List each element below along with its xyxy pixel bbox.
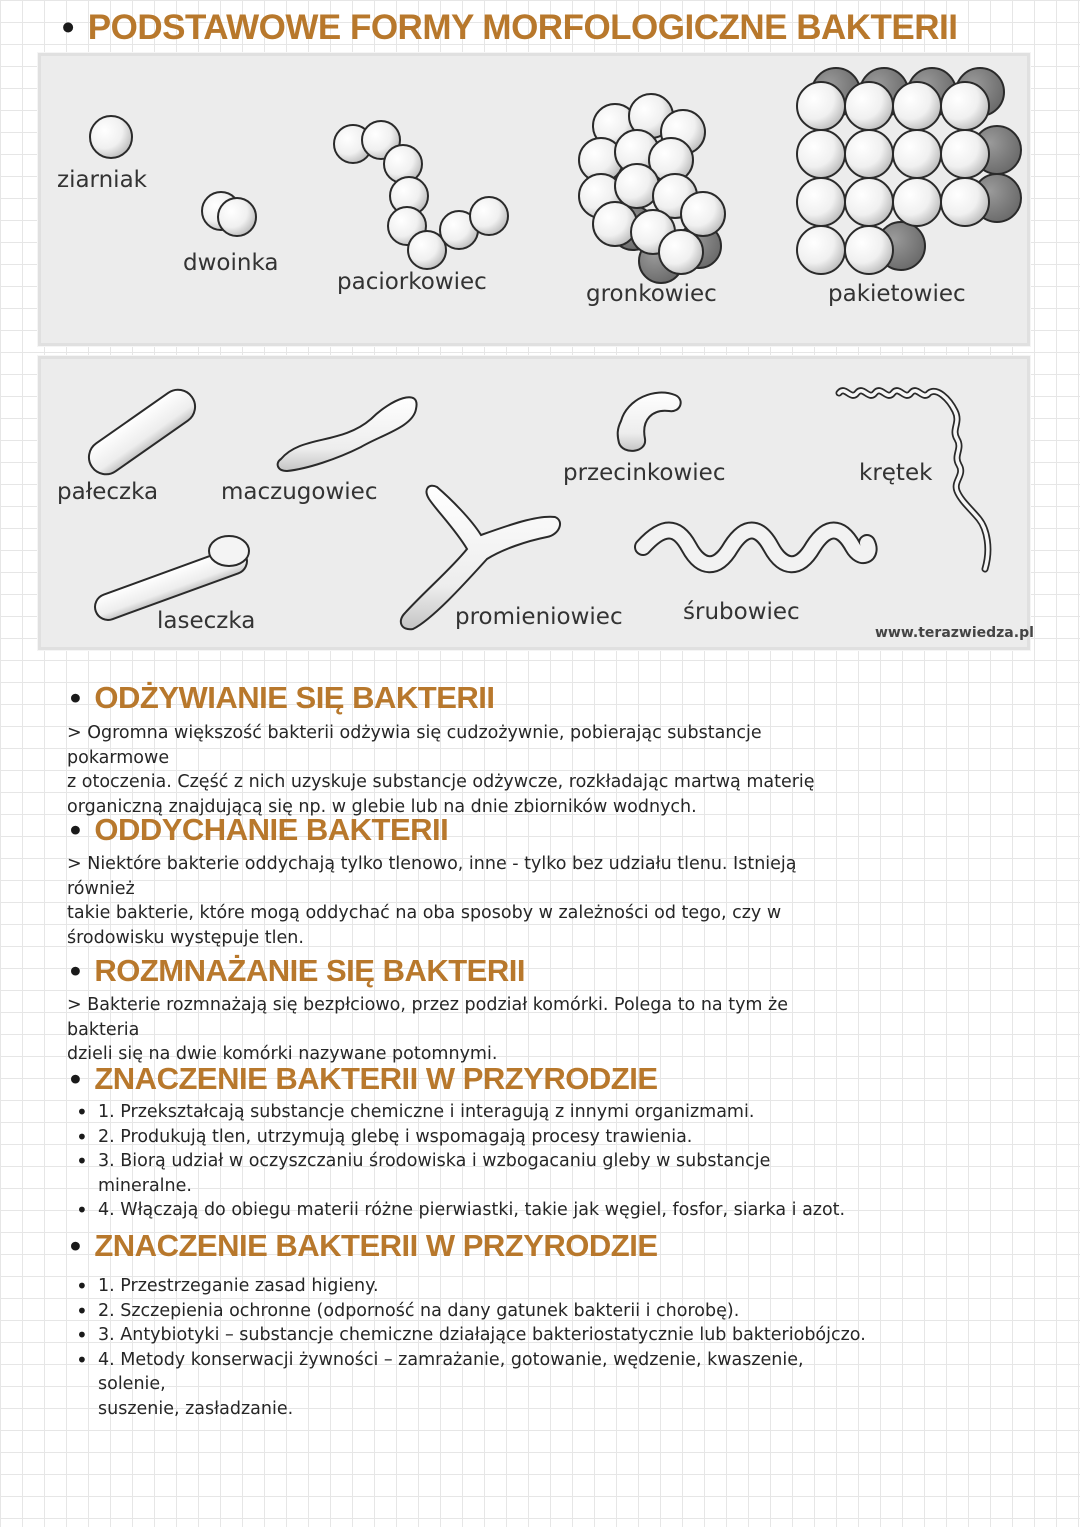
text-line: > Niektóre bakterie oddychają tylko tlenowo, inne - tylko bez udziału tlenu. Istnieją również bbox=[67, 854, 797, 899]
prevention-list bbox=[76, 1274, 866, 1421]
heading-bullet: • bbox=[70, 680, 81, 715]
label-kretek: krętek bbox=[859, 460, 933, 486]
list-item: • 4. Włączają do obiegu materii różne pierwiastki, takie jak węgiel, fosfor, siarka i azot. bbox=[76, 1198, 866, 1223]
page-title-text: PODSTAWOWE FORMY MORFOLOGICZNE BAKTERII bbox=[87, 8, 958, 47]
text-line: środowisku występuje tlen. bbox=[67, 927, 304, 948]
bacilli-illustration-panel bbox=[38, 356, 1034, 650]
section-title-prevention bbox=[70, 1228, 658, 1264]
label-ziarniak: ziarniak bbox=[57, 167, 147, 193]
label-dwoinka: dwoinka bbox=[183, 250, 279, 276]
label-paciorkowiec: paciorkowiec bbox=[337, 269, 487, 295]
label-laseczka: laseczka bbox=[157, 608, 256, 634]
text-line: dzieli się na dwie komórki nazywane potomnymi. bbox=[67, 1044, 498, 1064]
heading-bullet: • bbox=[70, 812, 81, 847]
sarcina-packet bbox=[797, 68, 1021, 274]
list-item: • 2. Produkują tlen, utrzymują glebę i wspomagają procesy trawienia. bbox=[76, 1125, 866, 1150]
label-srubowiec: śrubowiec bbox=[683, 599, 800, 625]
section-title-reproduction-text: ROZMNAŻANIE SIĘ BAKTERII bbox=[94, 953, 525, 988]
label-maczugowiec: maczugowiec bbox=[221, 479, 378, 505]
page-title bbox=[62, 8, 958, 48]
endospore bbox=[209, 536, 249, 566]
streptococcus-cell bbox=[470, 197, 508, 235]
club-shaped-cell bbox=[278, 397, 417, 471]
heading-bullet: • bbox=[62, 8, 74, 47]
text-line: z otoczenia. Część z nich uzyskuje substancje odżywcze, rozkładając martwą materię bbox=[67, 772, 815, 792]
section-title-importance-text: ZNACZENIE BAKTERII W PRZYRODZIE bbox=[94, 1061, 658, 1096]
coccus-cell bbox=[90, 116, 132, 158]
comma-shaped-cell bbox=[618, 393, 681, 451]
label-promieniowiec: promieniowiec bbox=[455, 604, 623, 630]
diplococcus-cell bbox=[218, 198, 256, 236]
list-item: • 1. Przekształcają substancje chemiczne i interagują z innymi organizmami. bbox=[76, 1100, 866, 1125]
heading-bullet: • bbox=[70, 1061, 81, 1096]
text-line: takie bakterie, które mogą oddychać na oba sposoby w zależności od tego, czy w bbox=[67, 903, 782, 923]
list-item: • 2. Szczepienia ochronne (odporność na dany gatunek bakterii i chorobę). bbox=[76, 1299, 866, 1324]
list-item: • 1. Przestrzeganie zasad higieny. bbox=[76, 1274, 866, 1299]
section-title-respiration-text: ODDYCHANIE BAKTERII bbox=[94, 812, 449, 847]
section-title-prevention-text: ZNACZENIE BAKTERII W PRZYRODZIE bbox=[94, 1228, 658, 1263]
label-przecinkowiec: przecinkowiec bbox=[563, 460, 726, 486]
section-title-importance bbox=[70, 1061, 658, 1097]
list-item: • 3. Biorą udział w oczyszczaniu środowiska i wzbogacaniu gleby w substancje mineralne. bbox=[76, 1149, 866, 1198]
source-watermark: www.terazwiedza.pl bbox=[875, 625, 1034, 641]
respiration-paragraph bbox=[67, 852, 857, 950]
cocci-illustration-panel bbox=[38, 53, 1030, 346]
text-line: > Bakterie rozmnażają się bezpłciowo, przez podział komórki. Polega to na tym że bakteria bbox=[67, 995, 788, 1040]
heading-bullet: • bbox=[70, 1228, 81, 1263]
section-title-nutrition-text: ODŻYWIANIE SIĘ BAKTERII bbox=[94, 680, 495, 715]
importance-list bbox=[76, 1100, 866, 1223]
label-paleczka: pałeczka bbox=[57, 479, 159, 505]
label-pakietowiec: pakietowiec bbox=[828, 281, 966, 307]
staphylococcus-cluster bbox=[579, 94, 725, 283]
reproduction-paragraph bbox=[67, 993, 857, 1067]
section-title-reproduction bbox=[70, 953, 525, 989]
bacillus-rod bbox=[82, 383, 201, 481]
text-line: organiczną znajdującą się np. w glebie lub na dnie zbiorników wodnych. bbox=[67, 796, 697, 817]
label-gronkowiec: gronkowiec bbox=[586, 281, 717, 307]
heading-bullet: • bbox=[70, 953, 81, 988]
list-item: • 3. Antybiotyki – substancje chemiczne działające bakteriostatycznie lub bakteriobójczo. bbox=[76, 1323, 866, 1348]
text-line: > Ogromna większość bakterii odżywia się cudzożywnie, pobierając substancje pokarmowe bbox=[67, 723, 762, 768]
section-title-respiration bbox=[70, 812, 448, 848]
nutrition-paragraph bbox=[67, 721, 857, 819]
section-title-nutrition bbox=[70, 680, 495, 716]
list-item: • 4. Metody konserwacji żywności – zamrażanie, gotowanie, wędzenie, kwaszenie, solenie, suszenie, zasładzanie. bbox=[76, 1348, 866, 1422]
